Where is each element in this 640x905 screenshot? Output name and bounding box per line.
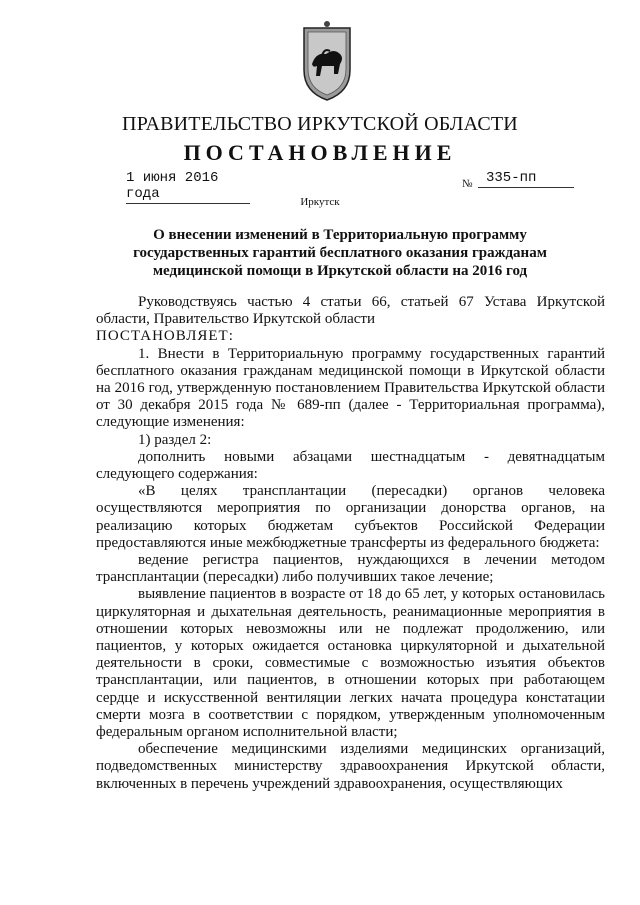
resolves-label: ПОСТАНОВЛЯЕТ: — [96, 328, 234, 345]
body-paragraph: ведение регистра пациентов, нуждающихся в лечении методом трансплантации (пересадки) либо получивших такое лечение; — [96, 552, 605, 586]
body-paragraph: обеспечение медицинскими изделиями медицинских организаций, подведомственных министерству здравоохранения Иркутской области, включенных в перечень учреждений здравоохранения, осуществляющих — [96, 741, 605, 792]
number-sign: № — [462, 178, 473, 190]
body-paragraph: выявление пациентов в возрасте от 18 до 65 лет, у которых остановилась циркуляторная и дыхательная деятельность, реанимационные мероприятия в отношении которых невозможны или не подлежат продолжению, или пациентов, у которых ожидается остановка циркуляторной и дыхательной деятельности в сроки, совместимые с возможностью изъятия объектов трансплантации, или пациентов, в отношении которых при работающем сердце и искусственной вентиляции легких начата процедура констатации смерти мозга в соответствии с порядком, утвержденным уполномоченным федеральным органом исполнительной власти; — [96, 586, 605, 741]
document-heading — [130, 226, 550, 280]
heading-line: медицинской помощи в Иркутской области на 2016 год — [152, 263, 528, 279]
document-number: 335-пп — [478, 170, 574, 188]
city-name: Иркутск — [300, 196, 340, 208]
heading-line: О внесении изменений в Территориальную программу — [153, 227, 527, 243]
body-paragraph: «В целях трансплантации (пересадки) органов человека осуществляются мероприятия по организации донорства органов, на реализацию которых бюджетам субъектов Российской Федерации предоставляются иные межбюджетные трансферты из федерального бюджета: — [96, 483, 605, 551]
document-type-title: ПОСТАНОВЛЕНИЕ — [183, 140, 457, 165]
heading-line: государственных гарантий бесплатного оказания гражданам — [133, 245, 547, 261]
document-body — [96, 294, 605, 793]
body-paragraph: 1. Внести в Территориальную программу государственных гарантий бесплатного оказания гражданам медицинской помощи в Иркутской области на 2016 год, утвержденную постановлением Правительства Иркутской области от 30 декабря 2015 года № 689-пп (далее - Территориальная программа), следующие изменения: — [96, 345, 605, 431]
government-name: ПРАВИТЕЛЬСТВО ИРКУТСКОЙ ОБЛАСТИ — [122, 113, 518, 135]
coat-of-arms-icon — [300, 18, 354, 104]
body-paragraph: Руководствуясь частью 4 статьи 66, статьей 67 Устава Иркутской области, Правительство Иркутской области — [96, 294, 605, 328]
document-date: 1 июня 2016 года — [126, 170, 250, 204]
body-paragraph: 1) раздел 2: — [138, 431, 212, 448]
body-paragraph: дополнить новыми абзацами шестнадцатым - девятнадцатым следующего содержания: — [96, 448, 605, 483]
